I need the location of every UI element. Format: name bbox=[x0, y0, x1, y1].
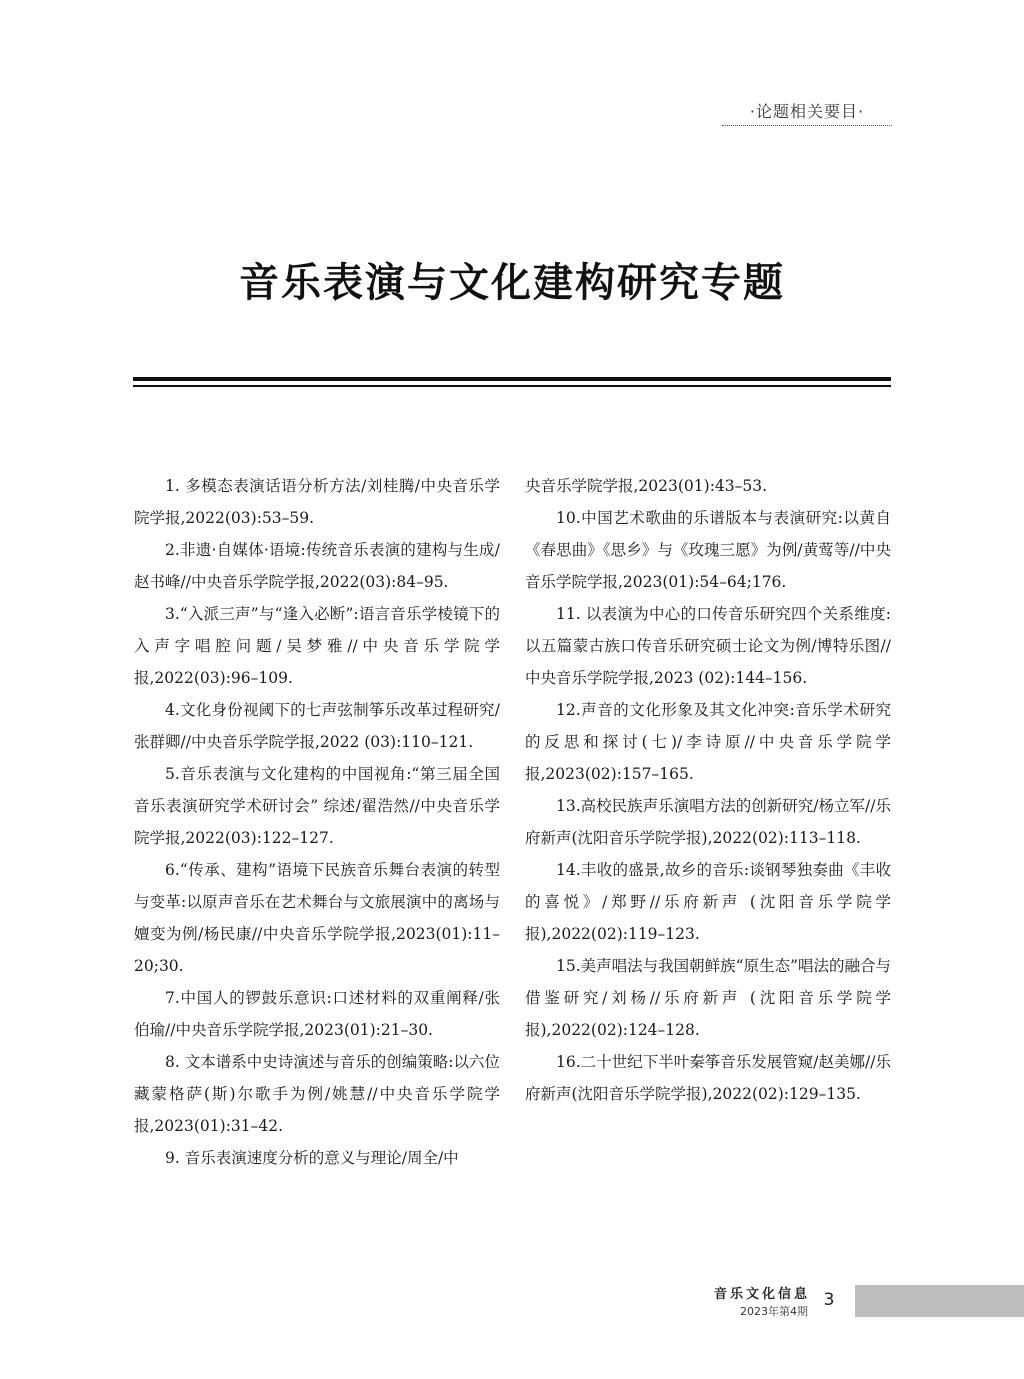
footer-issue: 2023年第4期 bbox=[740, 1305, 808, 1318]
footer-bar bbox=[855, 1285, 1024, 1317]
reference-entry: 6.“传承、建构”语境下民族音乐舞台表演的转型与变革:以原声音乐在艺术舞台与文旅展演中的离场与嬗变为例/杨民康//中央音乐学院学报,2023(01):11–20;30. bbox=[134, 861, 500, 975]
reference-entry: 15.美声唱法与我国朝鲜族“原生态”唱法的融合与借鉴研究/刘杨//乐府新声 (沈阳音乐学院学报),2022(02):124–128. bbox=[525, 957, 891, 1039]
running-head-divider bbox=[722, 125, 892, 126]
running-head: ·论题相关要目· bbox=[749, 102, 865, 121]
reference-entry: 9. 音乐表演速度分析的意义与理论/周全/中 bbox=[165, 1149, 459, 1167]
right-column bbox=[525, 470, 891, 1110]
reference-entry-continuation: 央音乐学院学报,2023(01):43–53. bbox=[525, 477, 768, 495]
title-divider-thick bbox=[133, 377, 891, 381]
reference-entry: 2.非遗·自媒体·语境:传统音乐表演的建构与生成/赵书峰//中央音乐学院学报,2022(03):84–95. bbox=[134, 541, 500, 591]
reference-entry: 4.文化身份视阈下的七声弦制筝乐改革过程研究/张群卿//中央音乐学院学报,2022 (03):110–121. bbox=[134, 701, 500, 751]
reference-entry: 8. 文本谱系中史诗演述与音乐的创编策略:以六位藏蒙格萨(斯)尔歌手为例/姚慧//中央音乐学院学报,2023(01):31–42. bbox=[134, 1053, 500, 1135]
reference-entry: 7.中国人的锣鼓乐意识:口述材料的双重阐释/张伯瑜//中央音乐学院学报,2023(01):21–30. bbox=[134, 989, 500, 1039]
reference-entry: 13.高校民族声乐演唱方法的创新研究/杨立军//乐府新声(沈阳音乐学院学报),2022(02):113–118. bbox=[525, 797, 891, 847]
reference-entry: 11. 以表演为中心的口传音乐研究四个关系维度:以五篇蒙古族口传音乐研究硕士论文为例/博特乐图//中央音乐学院学报,2023 (02):144–156. bbox=[525, 605, 891, 687]
page-title: 音乐表演与文化建构研究专题 bbox=[239, 259, 785, 306]
reference-entry: 1. 多模态表演话语分析方法/刘桂腾/中央音乐学院学报,2022(03):53–59. bbox=[134, 477, 500, 527]
reference-entry: 16.二十世纪下半叶秦筝音乐发展管窥/赵美娜//乐府新声(沈阳音乐学院学报),2022(02):129–135. bbox=[525, 1053, 891, 1103]
reference-entry: 14.丰收的盛景,故乡的音乐:谈钢琴独奏曲《丰收的喜悦》/郑野//乐府新声 (沈阳音乐学院学报),2022(02):119–123. bbox=[525, 861, 891, 943]
left-column bbox=[134, 470, 500, 1174]
reference-entry: 12.声音的文化形象及其文化冲突:音乐学术研究的反思和探讨(七)/李诗原//中央音乐学院学报,2023(02):157–165. bbox=[525, 701, 891, 783]
reference-entry: 3.“入派三声”与“逢入必断”:语言音乐学棱镜下的入声字唱腔问题/吴梦雅//中央音乐学院学报,2022(03):96–109. bbox=[134, 605, 500, 687]
footer-journal-name: 音乐文化信息 bbox=[713, 1287, 810, 1302]
reference-entry: 10.中国艺术歌曲的乐谱版本与表演研究:以黄自《春思曲》《思乡》与《玫瑰三愿》为例/黄莺等//中央音乐学院学报,2023(01):54–64;176. bbox=[525, 509, 891, 591]
reference-entry: 5.音乐表演与文化建构的中国视角:“第三届全国音乐表演研究学术研讨会” 综述/翟浩然//中央音乐学院学报,2022(03):122–127. bbox=[134, 765, 500, 847]
page-number: 3 bbox=[823, 1290, 835, 1310]
title-divider-thin bbox=[133, 385, 891, 387]
